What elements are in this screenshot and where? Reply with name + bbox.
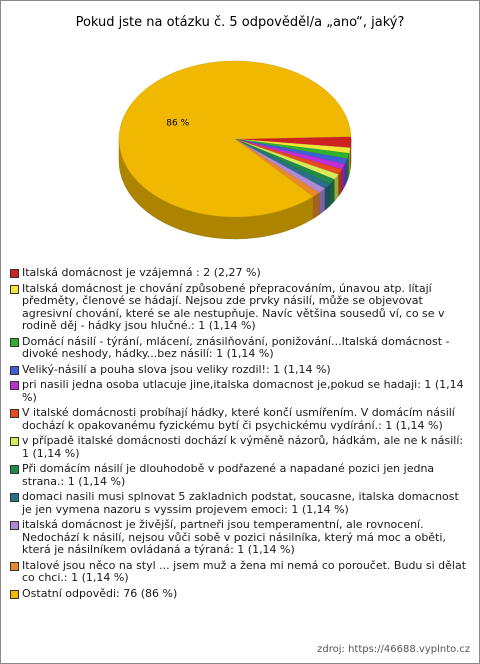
legend-swatch-10 bbox=[10, 562, 19, 571]
legend-swatch-2 bbox=[10, 338, 19, 347]
pie-side-9 bbox=[319, 189, 325, 215]
legend bbox=[10, 267, 470, 603]
legend-item-4 bbox=[10, 379, 470, 404]
pie-top-layer bbox=[119, 61, 351, 217]
legend-swatch-8 bbox=[10, 493, 19, 502]
legend-label-3: Veliký-násilí a pouha slova jsou veliky rozdil!: 1 (1,14 %) bbox=[22, 362, 331, 376]
legend-label-1: Italská domácnost je chování způsobené přepracováním, únavou atp. lítají předměty, členové se hádají. Nejsou zde prvky násilí, může se objevovat agresivní chování, které se ale nestupňuje. Navíc většina sousedů ví, co se v rodině děj - hádky jsou hlučné.: 1 (1,14 %) bbox=[22, 281, 445, 332]
legend-swatch-6 bbox=[10, 437, 19, 446]
legend-swatch-5 bbox=[10, 409, 19, 418]
legend-swatch-0 bbox=[10, 269, 19, 278]
pie-side-10 bbox=[313, 193, 319, 219]
legend-item-10 bbox=[10, 560, 470, 585]
legend-swatch-7 bbox=[10, 465, 19, 474]
legend-swatch-4 bbox=[10, 381, 19, 390]
chart-title: Pokud jste na otázku č. 5 odpověděl/a „ano“, jaký? bbox=[75, 15, 405, 30]
legend-item-9 bbox=[10, 519, 470, 557]
legend-item-3 bbox=[10, 364, 470, 377]
legend-item-1 bbox=[10, 283, 470, 333]
pie-chart bbox=[1, 41, 479, 256]
legend-label-6: v případě italské domácnosti dochází k výměně názorů, hádkám, ale ne k násilí: 1 (1,14 %) bbox=[22, 434, 464, 460]
legend-item-5 bbox=[10, 407, 470, 432]
legend-label-2: Domácí násilí - týrání, mlácení, znásilňování, ponižování...Italská domácnost - divoké neshody, hádky...bez násilí: 1 (1,14 %) bbox=[22, 334, 450, 360]
legend-label-8: domaci nasili musi splnovat 5 zakladnich podstat, soucasne, italska domacnost je jen vymena nazoru s vyssim projevem emoci: 1 (1,14 %) bbox=[22, 490, 459, 516]
legend-label-5: V italské domácnosti probíhají hádky, které končí usmířením. V domácím násilí dochází k opakovanému fyzickému bytí či psychickému vydírání.: 1 (1,14 %) bbox=[22, 406, 455, 432]
legend-label-7: Při domácím násilí je dlouhodobě v podřazené a napadané pozici jen jedna strana.: 1 (1,14 %) bbox=[22, 462, 435, 488]
legend-swatch-1 bbox=[10, 285, 19, 294]
legend-swatch-3 bbox=[10, 366, 19, 375]
legend-label-9: italská domácnost je živější, partneři jsou temperamentní, ale rovnocení. Nedochází k násilí, nejsou vůči sobě v pozici násilníka, který má moc a oběti, která je násilníkem ovládaná a týraná: 1 (1,14 %) bbox=[22, 518, 446, 556]
legend-label-10: Italové jsou něco na styl ... jsem muž a žena mi nemá co poroučet. Budu si dělat co chci.: 1 (1,14 %) bbox=[22, 558, 467, 584]
legend-item-11 bbox=[10, 588, 470, 601]
legend-item-8 bbox=[10, 491, 470, 516]
legend-item-2 bbox=[10, 336, 470, 361]
legend-item-7 bbox=[10, 463, 470, 488]
legend-swatch-9 bbox=[10, 521, 19, 530]
source-note: zdroj: https://46688.vyplnto.cz bbox=[317, 644, 470, 655]
legend-label-11: Ostatní odpovědi: 76 (86 %) bbox=[22, 586, 178, 600]
slice-label-ostatni: 86 % bbox=[166, 118, 190, 129]
legend-label-0: Italská domácnost je vzájemná : 2 (2,27 %) bbox=[22, 266, 261, 279]
legend-item-6 bbox=[10, 435, 470, 460]
legend-swatch-11 bbox=[10, 590, 19, 599]
legend-label-4: pri nasili jedna osoba utlacuje jine,italska domacnost je,pokud se hadaji: 1 (1,14 %) bbox=[22, 378, 464, 404]
legend-item-0 bbox=[10, 267, 470, 280]
